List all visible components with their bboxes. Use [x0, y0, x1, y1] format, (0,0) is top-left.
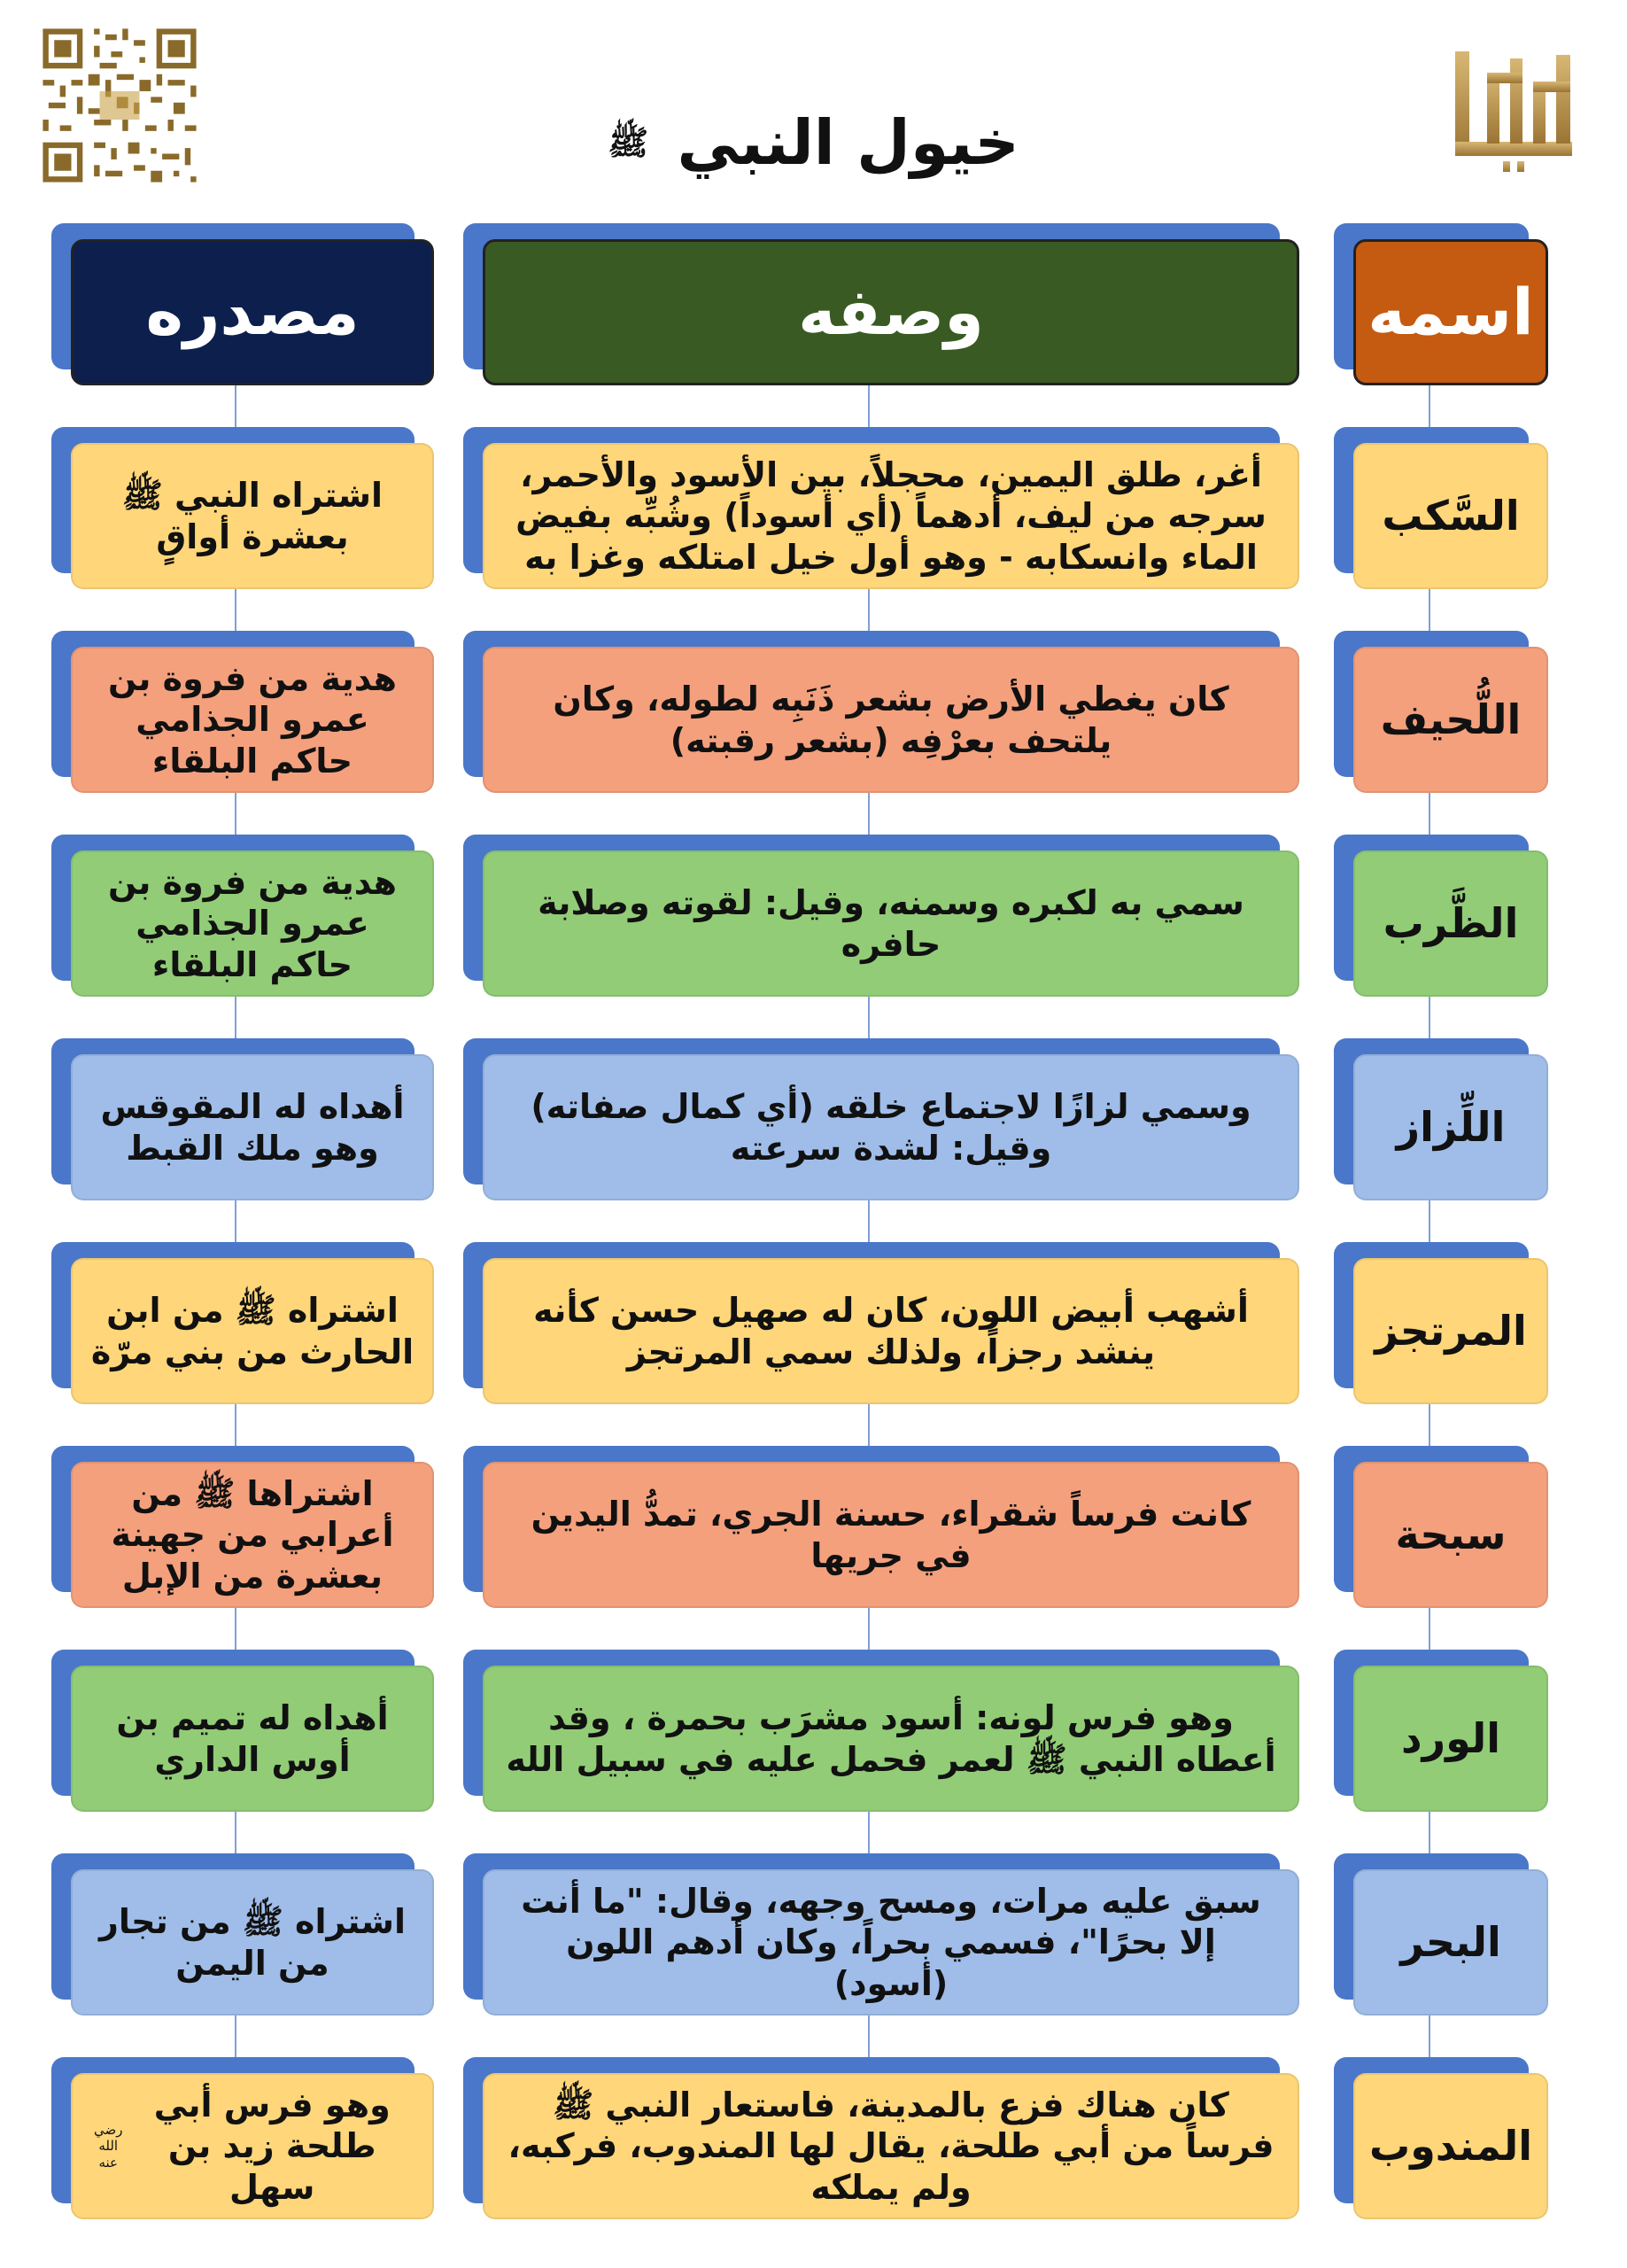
horse-source-cell — [71, 443, 434, 589]
horse-source: أهداه له المقوقس وهو ملك القبط — [100, 1087, 405, 1168]
horse-description-cell — [483, 1666, 1299, 1812]
horse-source: اشتراه ﷺ من ابن الحارث من بني مرّة — [90, 1291, 414, 1371]
horse-name-cell — [1353, 850, 1548, 997]
horse-description-cell — [483, 1054, 1299, 1200]
horse-description: أشهب أبيض اللون، كان له صهيل حسن كأنه ينشد رجزاً، ولذلك سمي المرتجز — [533, 1291, 1249, 1371]
page-title-text: خيول النبي — [677, 106, 1019, 179]
horse-name: السَّكب — [1382, 492, 1520, 540]
horse-source: أهداه له تميم بن أوس الداري — [116, 1698, 389, 1779]
horse-source-cell — [71, 2073, 434, 2219]
horse-name: سبحة — [1395, 1511, 1507, 1559]
horse-description: سبق عليه مرات، ومسح وجهه، وقال: "ما أنت إلا بحرًا"، فسمي بحراً، وكان أدهم اللون (أسود) — [521, 1881, 1261, 2003]
horse-source-cell — [71, 1462, 434, 1608]
horse-description: كان يغطي الأرض بشعر ذَنَبِه لطوله، وكان يلتحف بعرْفِه (بشعر رقبته) — [553, 680, 1229, 760]
horse-source: اشتراها ﷺ من أعرابي من جهينة بعشرة من الإبل — [111, 1473, 394, 1596]
horse-source-cell — [71, 1869, 434, 2016]
horse-description: كانت فرساً شقراء، حسنة الجري، تمدُّ اليدين في جريها — [531, 1495, 1251, 1575]
horse-name-cell — [1353, 443, 1548, 589]
header-source — [71, 239, 434, 385]
horse-name: اللِّزاز — [1396, 1103, 1506, 1152]
horse-description-cell — [483, 850, 1299, 997]
horse-description: وسمي لزازًا لاجتماع خلقه (أي كمال صفاته) وقيل: لشدة سرعته — [531, 1087, 1251, 1168]
page-title — [0, 106, 1627, 179]
title-honorific: ﷺ — [608, 123, 649, 163]
horse-description: سمي به لكبره وسمنه، وقيل: لقوته وصلابة حافره — [538, 883, 1244, 964]
horse-description-cell — [483, 1462, 1299, 1608]
horse-description-cell — [483, 443, 1299, 589]
horse-source-cell — [71, 647, 434, 793]
horse-name-cell — [1353, 1666, 1548, 1812]
horse-name: اللُّحيف — [1380, 695, 1522, 744]
horse-source-cell — [71, 1258, 434, 1404]
horse-description: أغر، طلق اليمين، محجلاً، بين الأسود والأحمر، سرجه من ليف، أدهماً (أي أسوداً) وشُبِّه بفيض الماء وانسكابه - وهو أول خيل امتلكه وغزا به — [515, 454, 1267, 577]
horse-description-cell — [483, 2073, 1299, 2219]
horse-name: الظَّرب — [1383, 899, 1519, 948]
horse-description: وهو فرس لونه: أسود مشرَب بحمرة ، وقد أعطاه النبي ﷺ لعمر فحمل عليه في سبيل الله — [506, 1698, 1276, 1779]
horse-description-cell — [483, 1869, 1299, 2016]
header-description — [483, 239, 1299, 385]
horse-name-cell — [1353, 1869, 1548, 2016]
horse-name: الورد — [1401, 1714, 1500, 1763]
horse-name: البحر — [1400, 1918, 1501, 1967]
header-name — [1353, 239, 1548, 385]
horse-name-cell — [1353, 1462, 1548, 1608]
horse-name-cell — [1353, 647, 1548, 793]
horse-source-cell — [71, 850, 434, 997]
horse-source: هدية من فروة بن عمرو الجذامي حاكم البلقاء — [107, 862, 398, 984]
horse-description: كان هناك فزع بالمدينة، فاستعار النبي ﷺ فرساً من أبي طلحة، يقال لها المندوب، فركبه، ولم يملكه — [507, 2085, 1274, 2207]
header-description-label: وصفه — [798, 274, 984, 349]
source-honorific: رضي الله عنه — [93, 2122, 123, 2171]
horse-name-cell — [1353, 1054, 1548, 1200]
horse-name-cell — [1353, 1258, 1548, 1404]
horse-source: اشتراه النبي ﷺ بعشرة أواقٍ — [121, 476, 384, 556]
horse-source-cell — [71, 1666, 434, 1812]
horse-source: وهو فرس أبي طلحة زيد بن سهل — [153, 2085, 391, 2207]
horse-name: المندوب — [1368, 2122, 1533, 2171]
horse-description-cell — [483, 1258, 1299, 1404]
horse-description-cell — [483, 647, 1299, 793]
horse-name-cell — [1353, 2073, 1548, 2219]
header-source-label: مصدره — [145, 274, 360, 349]
horse-source: هدية من فروة بن عمرو الجذامي حاكم البلقاء — [107, 658, 398, 781]
header-name-label: اسمه — [1367, 274, 1534, 349]
horse-source: اشتراه ﷺ من تجار من اليمن — [98, 1902, 407, 1983]
horse-source-cell — [71, 1054, 434, 1200]
horse-name: المرتجز — [1375, 1307, 1527, 1355]
